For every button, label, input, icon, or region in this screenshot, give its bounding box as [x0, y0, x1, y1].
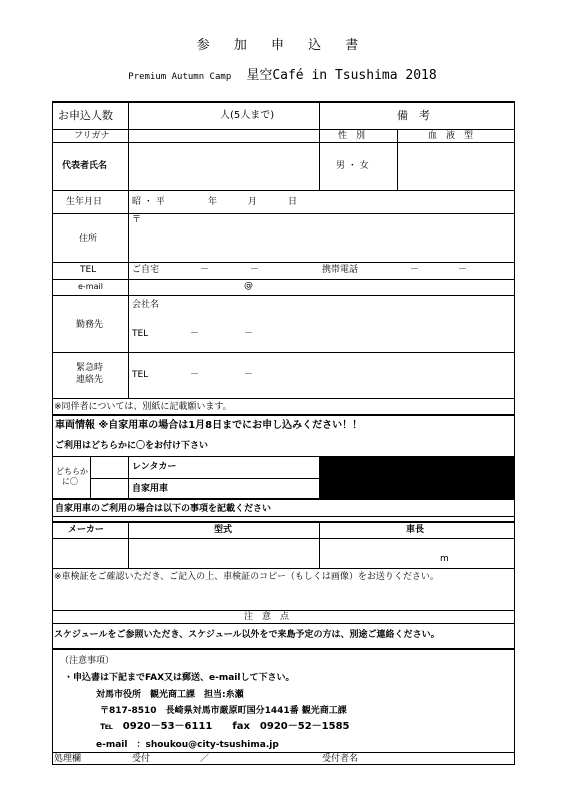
length-unit: m	[440, 554, 449, 564]
inspection-note: ※車検証をご確認いただき、ご記入の上、車検証のコピー（もしくは画像）をお送りください。	[54, 572, 439, 582]
mobile-phone-dash-1: －	[410, 265, 420, 275]
dob-era[interactable]: 昭 ・ 平	[132, 197, 165, 207]
home-phone-label: ご自宅	[132, 265, 160, 275]
notes-line-office: 対馬市役所 観光商工課 担当:糸瀬	[96, 690, 244, 700]
maker-header: メーカー	[68, 525, 104, 535]
company-name-label: 会社名	[132, 300, 160, 310]
companions-note: ※同伴者については、別紙に記載願います。	[54, 402, 232, 412]
caution-heading: 注 意 点	[244, 612, 290, 622]
received-date-slash: ／	[200, 754, 210, 764]
schedule-note: スケジュールをご参照いただき、スケジュール以外をで来島予定の方は、別途ご連絡ください。	[54, 630, 440, 640]
event-subtitle	[0, 64, 565, 83]
receiver-name-label: 受付者名	[322, 754, 359, 764]
work-tel-label: TEL	[132, 329, 149, 339]
mobile-phone-dash-2: －	[458, 265, 468, 275]
blacked-out-cell	[320, 456, 514, 499]
count-input[interactable]: 人(5人まで)	[220, 110, 275, 121]
emergency-tel-dash-2: －	[244, 370, 254, 380]
processing-label: 処理欄	[54, 754, 82, 764]
notes-line-email: e-mail ：shoukou@city-tsushima.jp	[96, 740, 279, 750]
private-car-note: 自家用車のご利用の場合は以下の事項を記載ください	[55, 504, 272, 514]
address-label: 住所	[79, 234, 98, 244]
notes-label: 備 考	[397, 109, 430, 122]
home-phone-dash-2: －	[250, 265, 260, 275]
email-at-mark: @	[244, 281, 253, 291]
model-header: 型式	[214, 525, 233, 535]
event-subtitle-main: 星空Café in Tsushima 2018	[246, 68, 437, 83]
gender-options[interactable]: 男 ・ 女	[336, 161, 369, 171]
tel-label: TEL	[80, 265, 97, 275]
dob-day: 日	[288, 197, 298, 207]
gender-label: 性 別	[338, 131, 366, 141]
dob-month: 月	[248, 197, 258, 207]
workplace-label: 勤務先	[76, 320, 104, 330]
emergency-tel-label: TEL	[132, 370, 149, 380]
either-label-line2: に〇	[62, 477, 78, 486]
emergency-tel-dash-1: －	[190, 370, 200, 380]
dob-year: 年	[208, 197, 218, 207]
received-label: 受付	[132, 754, 151, 764]
work-tel-dash-2: －	[244, 329, 254, 339]
vehicle-choose-instruction: ご利用はどちらかに〇をお付け下さい	[55, 441, 209, 451]
postal-mark: 〒	[132, 215, 142, 225]
notes-line-tel-fax: ℡ 0920－53－6111 fax 0920－52－1585	[100, 721, 350, 732]
event-subtitle-small: Premium Autumn Camp	[128, 72, 232, 82]
emergency-label-line1: 緊急時	[76, 363, 104, 373]
form-title: 参 加 申 込 書	[196, 38, 369, 53]
rental-car-option[interactable]: レンタカー	[132, 462, 177, 472]
length-header: 車長	[406, 525, 425, 535]
private-car-option[interactable]: 自家用車	[132, 484, 169, 494]
notes-heading: （注意事項）	[60, 656, 115, 666]
furigana-label: フリガナ	[74, 131, 110, 141]
vehicle-heading: 車両情報 ※自家用車の場合は1月8日までにお申し込みください！！	[55, 420, 363, 431]
work-tel-dash-1: －	[190, 329, 200, 339]
blood-type-label: 血 液 型	[428, 131, 474, 141]
notes-line-submit: ・申込書は下記までFAX又は郵送、e-mailして下さい。	[64, 673, 295, 683]
notes-line-address: 〒817-8510 長崎県対馬市厳原町国分1441番 観光商工課	[100, 706, 347, 716]
emergency-label-line2: 連絡先	[76, 375, 104, 385]
email-label: e-mail	[78, 282, 103, 291]
representative-name-label: 代表者氏名	[62, 161, 108, 171]
either-label-line1: どちらか	[56, 467, 88, 476]
count-label: お申込人数	[58, 109, 113, 122]
home-phone-dash-1: －	[200, 265, 210, 275]
dob-label: 生年月日	[66, 197, 103, 207]
mobile-phone-label: 携帯電話	[322, 265, 359, 275]
